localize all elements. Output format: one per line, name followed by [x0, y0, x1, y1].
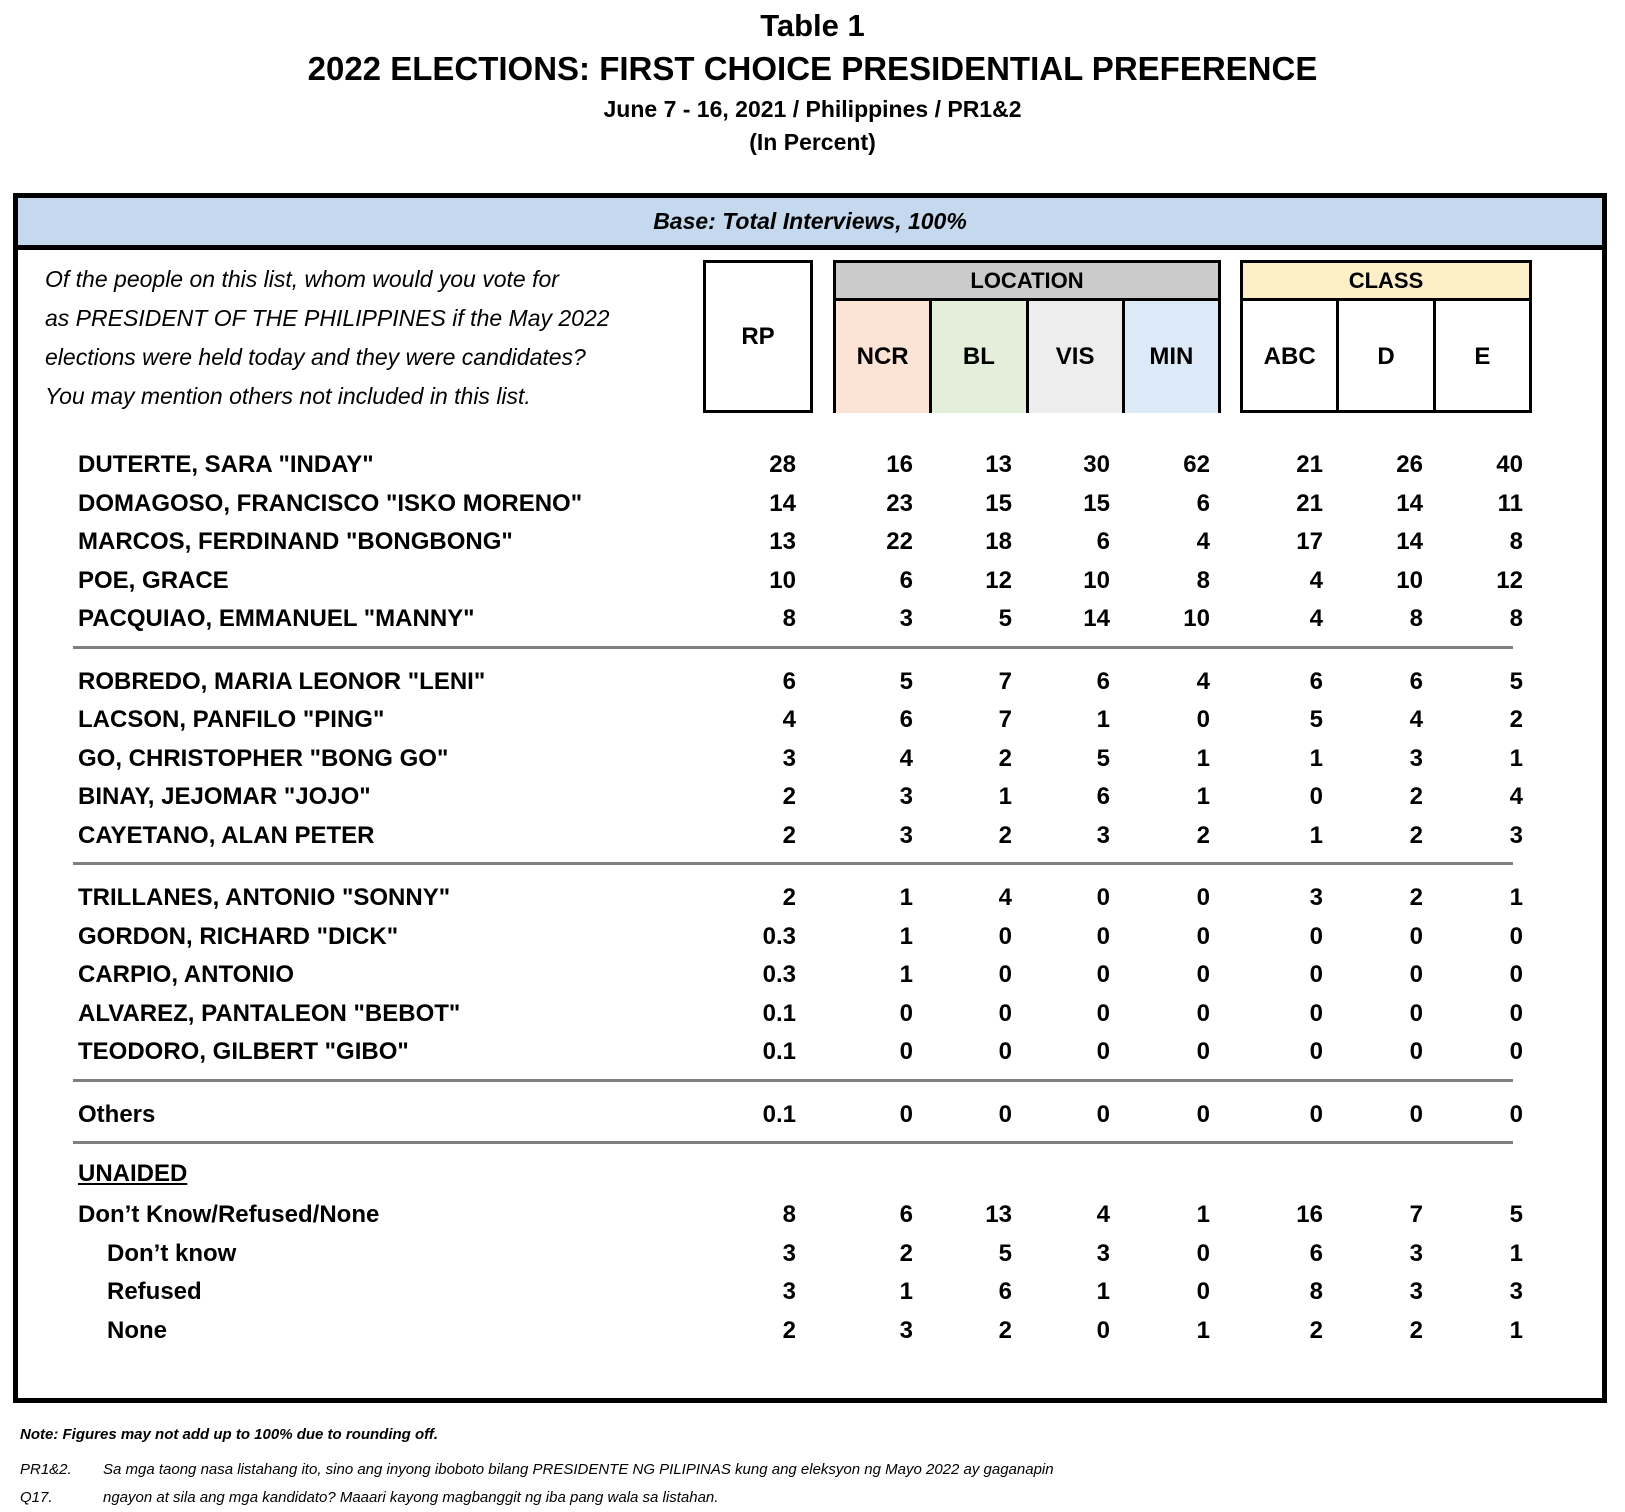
- cell-d: 2: [1409, 821, 1423, 849]
- footnote-code: PR1&2.: [20, 1461, 72, 1478]
- row-label: TRILLANES, ANTONIO "SONNY": [78, 884, 451, 911]
- cell-e: 8: [1509, 528, 1523, 555]
- cell-bl: 4: [998, 884, 1012, 911]
- table-row: [18, 446, 1602, 484]
- column-header-d: D: [1339, 301, 1435, 413]
- cell-e: 1: [1509, 744, 1523, 772]
- row-label: DUTERTE, SARA "INDAY": [78, 451, 374, 478]
- cell-vis: 0: [1096, 922, 1110, 950]
- cell-ncr: 6: [899, 706, 913, 733]
- cell-bl: 7: [998, 706, 1012, 733]
- cell-bl: 1: [998, 783, 1012, 810]
- cell-e: 1: [1509, 1316, 1523, 1344]
- question-line: elections were held today and they were candidates?: [45, 344, 586, 370]
- column-header-rp: RP: [703, 260, 813, 413]
- cell-abc: 1: [1309, 821, 1323, 849]
- cell-ncr: 3: [899, 605, 913, 632]
- cell-vis: 10: [1083, 566, 1110, 594]
- cell-min: 1: [1196, 1316, 1210, 1344]
- cell-ncr: 6: [899, 566, 913, 594]
- class-header-title: CLASS: [1243, 263, 1529, 301]
- row-label: None: [107, 1316, 167, 1344]
- cell-rp: 28: [769, 451, 796, 478]
- cell-ncr: 6: [899, 1201, 913, 1228]
- cell-d: 14: [1396, 528, 1423, 555]
- cell-e: 0: [1509, 922, 1523, 950]
- cell-bl: 0: [998, 922, 1012, 950]
- cell-d: 6: [1409, 667, 1423, 695]
- cell-abc: 1: [1309, 744, 1323, 772]
- cell-bl: 2: [998, 744, 1012, 772]
- table-row: [18, 817, 1602, 855]
- cell-vis: 0: [1096, 1316, 1110, 1344]
- table-row: [18, 740, 1602, 778]
- cell-bl: 18: [985, 528, 1012, 555]
- cell-rp: 8: [782, 605, 796, 632]
- cell-ncr: 22: [886, 528, 913, 555]
- group-separator: [73, 862, 1513, 865]
- cell-min: 6: [1196, 489, 1210, 517]
- cell-abc: 0: [1309, 999, 1323, 1027]
- question-line: as PRESIDENT OF THE PHILIPPINES if the May 2022: [45, 305, 610, 331]
- cell-d: 7: [1409, 1201, 1423, 1228]
- cell-min: 0: [1196, 1100, 1210, 1128]
- cell-d: 0: [1409, 1038, 1423, 1065]
- cell-min: 0: [1196, 961, 1210, 988]
- cell-d: 4: [1409, 706, 1423, 733]
- cell-abc: 6: [1309, 1239, 1323, 1267]
- cell-vis: 1: [1096, 1278, 1110, 1305]
- cell-abc: 8: [1309, 1278, 1323, 1305]
- cell-rp: 3: [782, 744, 796, 772]
- footnote-code: Q17.: [20, 1489, 53, 1506]
- cell-bl: 0: [998, 1038, 1012, 1065]
- table-row: [18, 879, 1602, 917]
- cell-e: 0: [1509, 999, 1523, 1027]
- table-row: [18, 956, 1602, 994]
- cell-rp: 0.1: [762, 999, 796, 1027]
- cell-abc: 0: [1309, 961, 1323, 988]
- cell-min: 0: [1196, 1038, 1210, 1065]
- group-separator: [73, 1079, 1513, 1082]
- cell-min: 1: [1196, 1201, 1210, 1228]
- cell-abc: 0: [1309, 1038, 1323, 1065]
- cell-min: 0: [1196, 922, 1210, 950]
- row-label: Don’t Know/Refused/None: [78, 1201, 380, 1228]
- cell-e: 3: [1509, 821, 1523, 849]
- row-label: Others: [78, 1100, 156, 1128]
- cell-e: 0: [1509, 1100, 1523, 1128]
- cell-vis: 14: [1083, 605, 1110, 632]
- cell-d: 0: [1409, 961, 1423, 988]
- cell-e: 11: [1497, 489, 1523, 517]
- table-row: [18, 778, 1602, 816]
- row-label: PACQUIAO, EMMANUEL "MANNY": [78, 605, 475, 632]
- cell-d: 0: [1409, 922, 1423, 950]
- cell-abc: 0: [1309, 783, 1323, 810]
- row-label: Don’t know: [107, 1239, 237, 1267]
- base-band: Base: Total Interviews, 100%: [18, 198, 1602, 250]
- table-row: [18, 1196, 1602, 1234]
- cell-e: 4: [1509, 783, 1523, 810]
- cell-min: 8: [1196, 566, 1210, 594]
- footnote-text: ngayon at sila ang mga kandidato? Maaari kayong magbanggit ng iba pang wala sa listahan.: [103, 1489, 719, 1506]
- cell-abc: 0: [1309, 922, 1323, 950]
- table-title: 2022 ELECTIONS: FIRST CHOICE PRESIDENTIAL PREFERENCE: [307, 50, 1318, 87]
- question-line: You may mention others not included in this list.: [45, 383, 531, 409]
- footnote-translation-line: [20, 1489, 718, 1506]
- cell-bl: 5: [998, 1239, 1012, 1267]
- cell-rp: 0.3: [762, 922, 796, 950]
- cell-min: 0: [1196, 884, 1210, 911]
- cell-vis: 1: [1096, 706, 1110, 733]
- row-label: BINAY, JEJOMAR "JOJO": [78, 783, 371, 810]
- cell-ncr: 1: [899, 1278, 913, 1305]
- cell-rp: 0.3: [762, 961, 796, 988]
- cell-min: 2: [1196, 821, 1210, 849]
- cell-vis: 15: [1083, 489, 1110, 517]
- cell-d: 3: [1409, 1239, 1423, 1267]
- cell-d: 10: [1396, 566, 1423, 594]
- cell-vis: 3: [1096, 821, 1110, 849]
- row-label: MARCOS, FERDINAND "BONGBONG": [78, 528, 513, 555]
- cell-vis: 0: [1096, 884, 1110, 911]
- cell-abc: 4: [1309, 566, 1323, 594]
- row-label: GO, CHRISTOPHER "BONG GO": [78, 744, 449, 772]
- cell-abc: 3: [1309, 884, 1323, 911]
- row-label: GORDON, RICHARD "DICK": [78, 922, 399, 950]
- cell-rp: 3: [782, 1239, 796, 1267]
- cell-bl: 5: [998, 605, 1012, 632]
- cell-rp: 2: [782, 884, 796, 911]
- cell-bl: 0: [998, 999, 1012, 1027]
- cell-bl: 0: [998, 961, 1012, 988]
- cell-e: 3: [1509, 1278, 1523, 1305]
- cell-ncr: 3: [899, 783, 913, 810]
- cell-e: 5: [1509, 1201, 1523, 1228]
- cell-d: 2: [1409, 884, 1423, 911]
- column-header-ncr: NCR: [836, 301, 932, 413]
- cell-min: 0: [1196, 1278, 1210, 1305]
- table-row: [18, 1235, 1602, 1273]
- cell-ncr: 4: [899, 744, 913, 772]
- cell-e: 8: [1509, 605, 1523, 632]
- table-row: [18, 562, 1602, 600]
- row-label: LACSON, PANFILO "PING": [78, 706, 385, 733]
- footnote-rounding: Note: Figures may not add up to 100% due to rounding off.: [20, 1426, 439, 1443]
- cell-vis: 30: [1083, 451, 1110, 478]
- survey-question: [45, 260, 705, 416]
- cell-bl: 15: [985, 489, 1012, 517]
- cell-ncr: 1: [899, 884, 913, 911]
- cell-abc: 21: [1296, 489, 1323, 517]
- cell-abc: 6: [1309, 667, 1323, 695]
- cell-rp: 2: [782, 821, 796, 849]
- cell-rp: 6: [782, 667, 796, 695]
- cell-min: 10: [1183, 605, 1210, 632]
- cell-ncr: 16: [886, 451, 913, 478]
- cell-abc: 17: [1296, 528, 1323, 555]
- row-label: CAYETANO, ALAN PETER: [78, 821, 375, 849]
- cell-e: 12: [1496, 566, 1523, 594]
- group-separator: [73, 646, 1513, 649]
- column-header-e: E: [1474, 343, 1491, 370]
- row-label: Refused: [107, 1278, 202, 1305]
- table-row: [18, 701, 1602, 739]
- cell-ncr: 0: [899, 1038, 913, 1065]
- cell-ncr: 1: [899, 961, 913, 988]
- cell-e: 0: [1509, 961, 1523, 988]
- cell-bl: 0: [998, 1100, 1012, 1128]
- results-table: [13, 193, 1607, 1403]
- row-label: DOMAGOSO, FRANCISCO "ISKO MORENO": [78, 489, 583, 517]
- cell-vis: 0: [1096, 999, 1110, 1027]
- cell-bl: 12: [985, 566, 1012, 594]
- cell-ncr: 2: [899, 1239, 913, 1267]
- cell-abc: 2: [1309, 1316, 1323, 1344]
- cell-rp: 13: [769, 528, 796, 555]
- table-row: [18, 485, 1602, 523]
- cell-e: 0: [1509, 1038, 1523, 1065]
- cell-bl: 13: [985, 1201, 1012, 1228]
- cell-vis: 3: [1096, 1239, 1110, 1267]
- cell-bl: 2: [998, 821, 1012, 849]
- cell-d: 3: [1409, 1278, 1423, 1305]
- cell-vis: 4: [1096, 1201, 1110, 1228]
- cell-vis: 6: [1096, 783, 1110, 810]
- cell-rp: 10: [769, 566, 796, 594]
- table-row: [18, 523, 1602, 561]
- cell-min: 0: [1196, 706, 1210, 733]
- cell-d: 26: [1396, 451, 1423, 478]
- cell-e: 2: [1509, 706, 1523, 733]
- cell-e: 5: [1509, 667, 1523, 695]
- cell-e: 1: [1509, 884, 1523, 911]
- cell-bl: 2: [998, 1316, 1012, 1344]
- cell-d: 2: [1409, 1316, 1423, 1344]
- cell-min: 1: [1196, 744, 1210, 772]
- table-row: [18, 600, 1602, 638]
- cell-vis: 6: [1096, 528, 1110, 555]
- table-row: [18, 995, 1602, 1033]
- cell-d: 0: [1409, 999, 1423, 1027]
- cell-rp: 2: [782, 1316, 796, 1344]
- cell-d: 0: [1409, 1100, 1423, 1128]
- cell-rp: 4: [782, 706, 796, 733]
- group-separator: [73, 1141, 1513, 1144]
- cell-min: 0: [1196, 999, 1210, 1027]
- table-label: Table 1: [760, 8, 865, 43]
- row-label: ROBREDO, MARIA LEONOR "LENI": [78, 667, 486, 695]
- question-line: Of the people on this list, whom would you vote for: [45, 266, 559, 292]
- table-row: [18, 918, 1602, 956]
- cell-ncr: 0: [899, 999, 913, 1027]
- row-label: CARPIO, ANTONIO: [78, 961, 295, 988]
- table-subtitle: June 7 - 16, 2021 / Philippines / PR1&2: [603, 96, 1022, 122]
- table-unit: (In Percent): [749, 129, 876, 155]
- cell-min: 1: [1196, 783, 1210, 810]
- cell-vis: 5: [1096, 744, 1110, 772]
- cell-ncr: 3: [899, 821, 913, 849]
- cell-e: 1: [1509, 1239, 1523, 1267]
- table-row: [18, 1033, 1602, 1071]
- cell-vis: 0: [1096, 1100, 1110, 1128]
- cell-ncr: 23: [886, 489, 913, 517]
- cell-ncr: 1: [899, 922, 913, 950]
- row-label: TEODORO, GILBERT "GIBO": [78, 1038, 409, 1065]
- cell-vis: 0: [1096, 961, 1110, 988]
- cell-e: 40: [1496, 451, 1523, 478]
- cell-abc: 5: [1309, 706, 1323, 733]
- cell-min: 4: [1196, 528, 1210, 555]
- cell-abc: 4: [1309, 605, 1323, 632]
- column-header-abc: ABC: [1243, 301, 1339, 413]
- cell-vis: 0: [1096, 1038, 1110, 1065]
- cell-bl: 7: [998, 667, 1012, 695]
- row-label: ALVAREZ, PANTALEON "BEBOT": [78, 999, 461, 1027]
- row-label: POE, GRACE: [78, 566, 229, 594]
- cell-d: 14: [1396, 489, 1423, 517]
- cell-abc: 0: [1309, 1100, 1323, 1128]
- cell-min: 0: [1196, 1239, 1210, 1267]
- cell-min: 62: [1183, 451, 1210, 478]
- cell-abc: 16: [1296, 1201, 1323, 1228]
- cell-ncr: 3: [899, 1316, 913, 1344]
- cell-rp: 3: [782, 1278, 796, 1305]
- cell-rp: 14: [769, 489, 796, 517]
- cell-ncr: 5: [899, 667, 913, 695]
- table-row: [18, 663, 1602, 701]
- footnote-text: Sa mga taong nasa listahang ito, sino ang inyong iboboto bilang PRESIDENTE NG PILIPINAS kung ang eleksyon ng Mayo 2022 ay gaganapin: [103, 1461, 1054, 1478]
- table-row: [18, 1273, 1602, 1311]
- table-row: [18, 1096, 1602, 1134]
- cell-d: 3: [1409, 744, 1423, 772]
- unaided-heading: UNAIDED: [78, 1160, 188, 1187]
- cell-bl: 6: [998, 1278, 1012, 1305]
- cell-rp: 0.1: [762, 1038, 796, 1065]
- location-header-group: [833, 260, 1221, 413]
- column-header-vis: VIS: [1029, 301, 1125, 413]
- column-header-bl: BL: [932, 301, 1028, 413]
- class-header-group: [1240, 260, 1532, 413]
- column-header-min: MIN: [1125, 301, 1218, 413]
- cell-d: 8: [1409, 605, 1423, 632]
- cell-abc: 21: [1296, 451, 1323, 478]
- cell-d: 2: [1409, 783, 1423, 810]
- cell-rp: 0.1: [762, 1100, 796, 1128]
- cell-bl: 13: [985, 451, 1012, 478]
- cell-rp: 2: [782, 783, 796, 810]
- location-header-title: LOCATION: [836, 263, 1218, 301]
- cell-ncr: 0: [899, 1100, 913, 1128]
- table-row: [18, 1312, 1602, 1350]
- footnote-translation-line: [20, 1461, 1054, 1478]
- cell-min: 4: [1196, 667, 1210, 695]
- cell-vis: 6: [1096, 667, 1110, 695]
- cell-rp: 8: [782, 1201, 796, 1228]
